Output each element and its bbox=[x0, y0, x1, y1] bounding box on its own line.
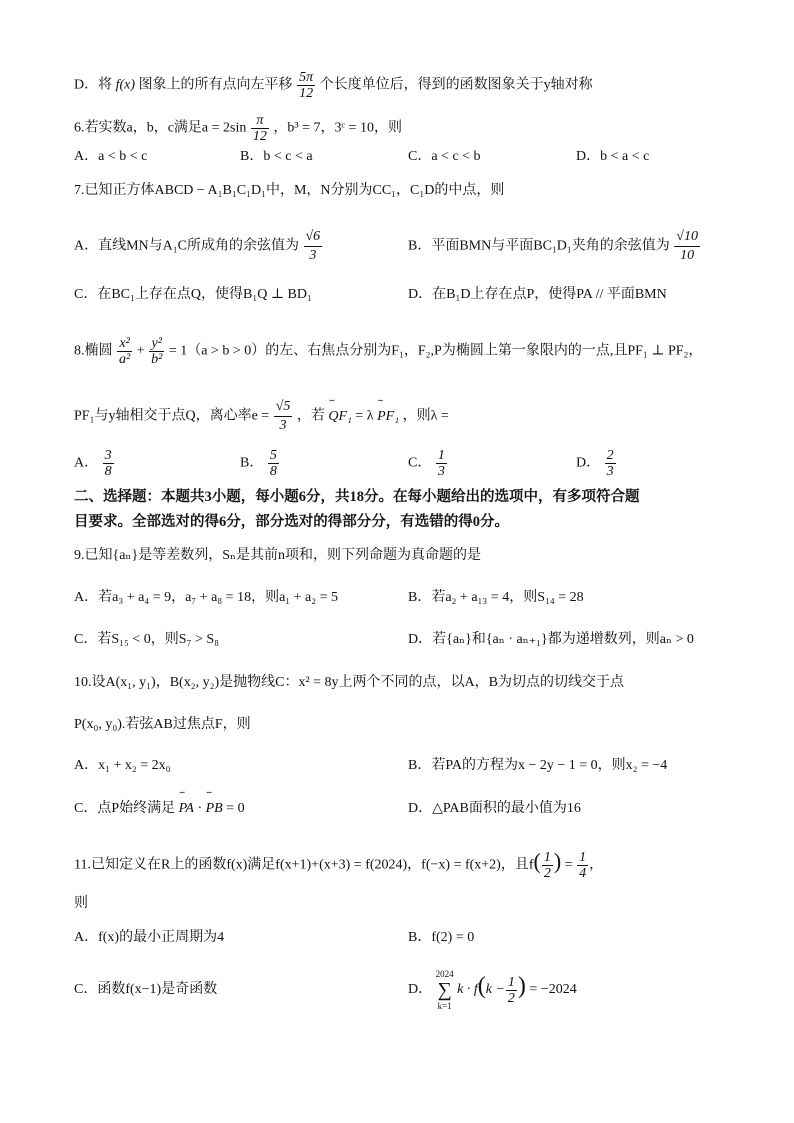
q8-x-fraction bbox=[117, 336, 132, 367]
q10-option-c bbox=[74, 799, 245, 819]
q10-c-pre: C．点P始终满足 bbox=[74, 801, 176, 816]
q8-c-label: C． bbox=[408, 455, 432, 471]
q5-d-suffix: 个长度单位后，得到的函数图象关于y轴对称 bbox=[319, 77, 593, 93]
q8-b-num: 5 bbox=[269, 448, 277, 463]
q8-a-num: 3 bbox=[104, 448, 112, 463]
q8-line2-c: ，则λ = bbox=[402, 408, 449, 424]
q11-option-d bbox=[408, 968, 577, 1012]
q6-option-b: B．b < c < a bbox=[240, 149, 313, 164]
q8-b2: b² bbox=[151, 352, 163, 367]
q7-b-fraction bbox=[674, 228, 700, 265]
q7-b-num: √10 bbox=[674, 228, 700, 247]
q9-option-d: D．若{aₙ}和{aₙ · aₙ₊₁}都为递增数列，则aₙ > 0 bbox=[408, 632, 694, 647]
q11-option-a: A．f(x)的最小正周期为4 bbox=[74, 930, 225, 945]
q11-stem-line2: 则 bbox=[74, 896, 88, 911]
q8-d-label: D． bbox=[576, 455, 601, 471]
section2-heading-line1: 二、选择题：本题共3小题，每小题6分，共18分。在每小题给出的选项中，有多项符合题 bbox=[74, 489, 640, 505]
q8-d-fraction bbox=[605, 448, 616, 479]
q9-option-c: C．若S₁₅ < 0，则S₇ > S₈ bbox=[74, 632, 220, 647]
q8-d-den: 3 bbox=[606, 464, 614, 479]
q11-half-fraction bbox=[542, 850, 553, 881]
q10-option-d: D．△PAB面积的最小值为16 bbox=[408, 801, 581, 816]
q8-a-label: A． bbox=[74, 455, 99, 471]
q5-option-d bbox=[74, 70, 593, 101]
q8-option-c bbox=[408, 448, 448, 479]
q5-d-num: 5π bbox=[299, 70, 314, 85]
q10-option-b: B．若PA的方程为x − 2y − 1 = 0，则x₂ = −4 bbox=[408, 758, 668, 773]
q8-b-den: 8 bbox=[269, 464, 277, 479]
q8-e-num: √5 bbox=[274, 398, 293, 417]
q6-option-d: D．b < a < c bbox=[576, 149, 650, 164]
q8-stem-b: = 1（a > b > 0）的左、右焦点分别为F₁，F₂,P为椭圆上第一象限内的一点,且PF₁ ⊥ PF₂， bbox=[168, 343, 703, 359]
q7-stem: 7.已知正方体ABCD − A₁B₁C₁D₁中，M，N分别为CC₁，C₁D的中点，则 bbox=[74, 183, 505, 198]
q8-e-den: 3 bbox=[279, 418, 287, 433]
q8-stem-a: 8.椭圆 bbox=[74, 343, 113, 359]
q10-stem-line1: 10.设A(x₁, y₁)，B(x₂, y₂)是抛物线C：x² = 8y上两个不同的点，以A，B为切点的切线交于点 bbox=[74, 675, 624, 690]
q11-option-b: B．f(2) = 0 bbox=[408, 930, 475, 945]
q8-stem-line2 bbox=[74, 398, 449, 435]
q8-y2: y² bbox=[149, 336, 164, 352]
q8-d-num: 2 bbox=[606, 448, 614, 463]
q7-b-den: 10 bbox=[680, 248, 695, 263]
q11-d-k: k − bbox=[485, 982, 505, 998]
q8-c-num: 1 bbox=[437, 448, 445, 463]
q6-option-a: A．a < b < c bbox=[74, 149, 148, 164]
q11-half-den: 2 bbox=[543, 866, 551, 881]
q10-stem-line2: P(x₀, y₀).若弦AB过焦点F，则 bbox=[74, 717, 251, 732]
q6-stem bbox=[74, 113, 402, 144]
q11-d-num: 1 bbox=[507, 974, 515, 990]
q8-e-fraction bbox=[274, 398, 293, 435]
q11-half-num: 1 bbox=[543, 850, 551, 865]
q8-a-den: 8 bbox=[104, 464, 112, 479]
q7-option-b bbox=[408, 228, 701, 265]
q6-fraction bbox=[251, 113, 269, 144]
q8-stem bbox=[74, 336, 702, 367]
q6-stem-b: ，b³ = 7，3ᶜ = 10，则 bbox=[273, 120, 402, 136]
q11-sum-sigma: ∑ bbox=[437, 979, 452, 1001]
q5-d-prefix: D．将 bbox=[74, 77, 113, 93]
q8-b-fraction bbox=[268, 448, 279, 479]
q11-d-lparen: ( bbox=[477, 973, 486, 1000]
q8-line2-a: PF₁与y轴相交于点Q，离心率e = bbox=[74, 408, 270, 424]
q8-c-den: 3 bbox=[437, 464, 445, 479]
q8-a-fraction bbox=[103, 448, 114, 479]
q8-c-fraction bbox=[436, 448, 447, 479]
q11-d-den: 2 bbox=[507, 990, 515, 1006]
q5-d-fx: f(x) bbox=[115, 77, 136, 93]
q6-option-c: C．a < c < b bbox=[408, 149, 481, 164]
q11-option-c: C．函数f(x−1)是奇函数 bbox=[74, 982, 218, 997]
q11-stem bbox=[74, 850, 603, 881]
q8-option-b bbox=[240, 448, 280, 479]
q10-c-dot: · bbox=[197, 801, 203, 816]
q7-a-text: A．直线MN与A₁C所成角的余弦值为 bbox=[74, 238, 299, 254]
q9-stem: 9.已知{aₙ}是等差数列，Sₙ是其前n项和，则下列命题为真命题的是 bbox=[74, 548, 482, 563]
q7-option-c: C．在BC₁上存在点Q，使得B₁Q ⊥ BD₁ bbox=[74, 287, 312, 302]
q7-b-text: B．平面BMN与平面BC₁D₁夹角的余弦值为 bbox=[408, 238, 670, 254]
q11-d-end: = −2024 bbox=[529, 982, 577, 998]
q8-x2: x² bbox=[117, 336, 132, 352]
q11-d-label: D． bbox=[408, 982, 433, 998]
q8-line2-b: ，若 bbox=[296, 408, 325, 424]
q11-d-body: k · f bbox=[457, 982, 478, 998]
q11-q-num: 1 bbox=[579, 850, 587, 865]
q10-vector-pa: ˘˘ PA bbox=[179, 799, 194, 819]
q9-option-a: A．若a₃ + a₄ = 9，a₇ + a₈ = 18，则a₁ + a₂ = 5 bbox=[74, 590, 339, 605]
q8-vector-qf1: ˘˘ QF₁ bbox=[328, 407, 352, 427]
q5-d-den: 12 bbox=[299, 86, 314, 101]
q8-a2: a² bbox=[119, 352, 131, 367]
q9-option-b: B．若a₂ + a₁₃ = 4，则S₁₄ = 28 bbox=[408, 590, 584, 605]
q11-quarter-fraction bbox=[577, 850, 588, 881]
q11-d-fraction bbox=[506, 975, 517, 1006]
q5-d-mid: 图象上的所有点向左平移 bbox=[138, 77, 293, 93]
q7-a-num: √6 bbox=[304, 228, 323, 247]
q8-option-d bbox=[576, 448, 617, 479]
q11-stem-a: 11.已知定义在R上的函数f(x)满足f(x+1)+(x+3) = f(2024)，f(−x) = f(x+2)，且f bbox=[74, 857, 534, 873]
q10-option-a: A．x₁ + x₂ = 2x₀ bbox=[74, 758, 171, 773]
q8-option-a bbox=[74, 448, 115, 479]
q6-stem-a: 6.若实数a，b，c满足a = 2sin bbox=[74, 120, 247, 136]
q11-lparen: ( bbox=[533, 848, 541, 874]
q11-rparen: ) bbox=[553, 848, 562, 874]
q8-b-label: B． bbox=[240, 455, 264, 471]
q8-y-fraction bbox=[149, 336, 164, 367]
q7-a-den: 3 bbox=[309, 248, 317, 263]
q11-sum-top: 2024 bbox=[435, 969, 454, 979]
q11-sum-bottom: k=1 bbox=[437, 1001, 452, 1011]
q7-option-d: D．在B₁D上存在点P，使得PA // 平面BMN bbox=[408, 287, 667, 302]
section2-heading-line2: 目要求。全部选对的得6分，部分选对的得部分分，有选错的得0分。 bbox=[74, 514, 509, 530]
q6-num: π bbox=[251, 113, 269, 129]
q8-vector-pf1: ˘˘ PF₁ bbox=[377, 407, 399, 427]
q11-stem-c: ， bbox=[589, 857, 604, 873]
q10-vector-pb: ˘˘ PB bbox=[206, 799, 223, 819]
q7-option-a bbox=[74, 228, 323, 265]
q11-stem-b: = bbox=[564, 857, 573, 873]
q8-plus: + bbox=[136, 343, 145, 359]
q5-d-fraction bbox=[297, 70, 315, 101]
q11-q-den: 4 bbox=[579, 866, 587, 881]
q11-d-rparen: ) bbox=[517, 973, 526, 1000]
q11-sum-symbol bbox=[436, 968, 454, 1012]
q8-eq: = λ bbox=[355, 408, 374, 424]
q10-c-post: = 0 bbox=[226, 801, 245, 816]
q7-a-fraction bbox=[304, 228, 323, 265]
q6-den: 12 bbox=[252, 129, 267, 144]
